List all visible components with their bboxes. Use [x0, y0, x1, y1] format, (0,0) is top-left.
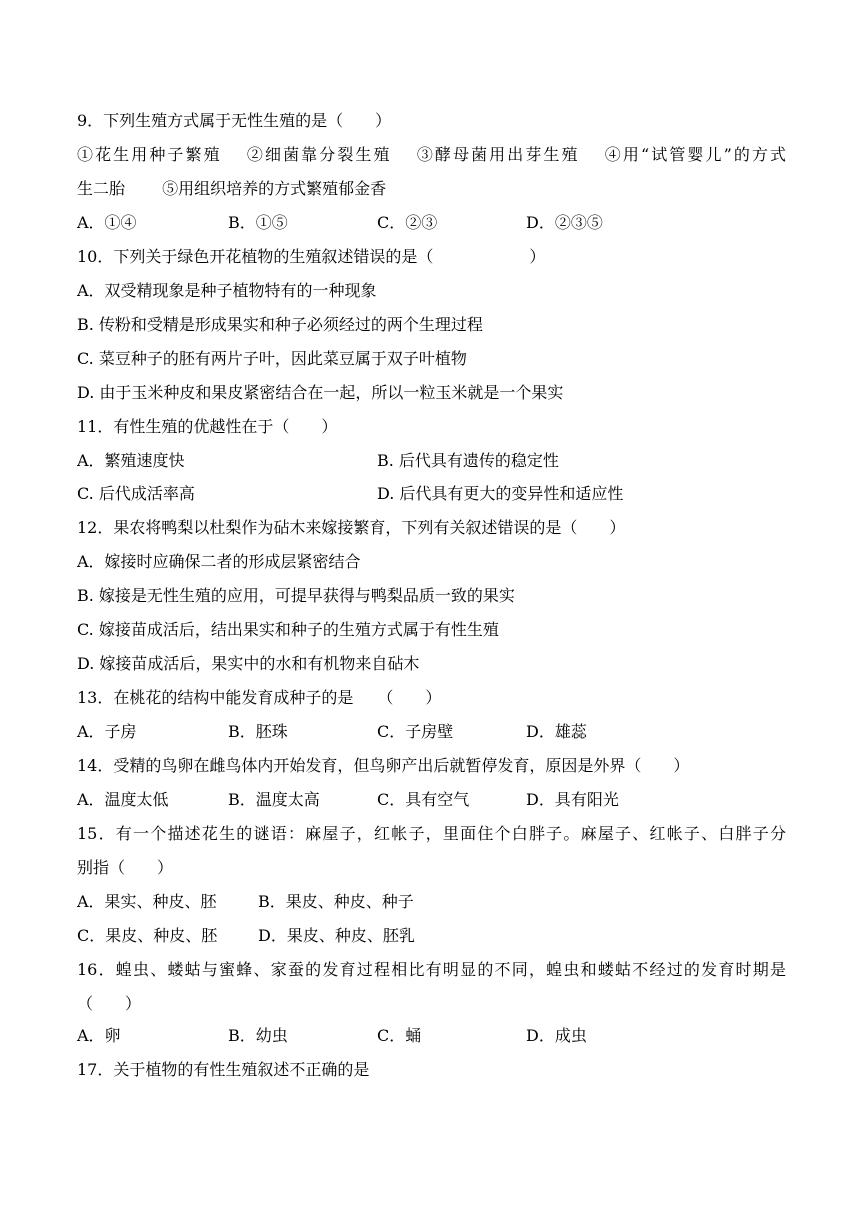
option-c: C. 菜豆种子的胚有两片子叶，因此菜豆属于双子叶植物	[77, 349, 467, 368]
option-b: B．温度太高	[228, 790, 320, 809]
option-b: B. 后代具有遗传的稳定性	[377, 451, 559, 470]
question-14-stem: 14．受精的鸟卵在雌鸟体内开始发育，但鸟卵产出后就暂停发育，原因是外界（ ）	[77, 756, 690, 775]
option-a: A．卵	[77, 1026, 121, 1045]
option-d: D. 后代具有更大的变异性和适应性	[377, 484, 624, 503]
question-10-stem: 10．下列关于绿色开花植物的生殖叙述错误的是（ ）	[77, 247, 546, 266]
question-15-stem: 15．有一个描述花生的谜语：麻屋子，红帐子，里面住个白胖子。麻屋子、红帐子、白胖子分	[77, 824, 786, 843]
option-d: D．雄蕊	[526, 722, 587, 741]
option-a: A．嫁接时应确保二者的形成层紧密结合	[77, 552, 361, 571]
option-d: D. 嫁接苗成活后，果实中的水和有机物来自砧木	[77, 654, 420, 673]
option-b: B．果皮、种皮、种子	[258, 892, 414, 911]
option-c: C．蛹	[377, 1026, 422, 1045]
question-13-stem: 13．在桃花的结构中能发育成种子的是 （ ）	[77, 688, 442, 707]
question-15-stem-cont: 别指（ ）	[77, 858, 174, 877]
option-c: C．②③	[377, 213, 438, 232]
question-9-items-line: ①花生用种子繁殖 ②细菌靠分裂生殖 ③酵母菌用出芽生殖 ④用“试管婴儿”的方式	[77, 145, 786, 164]
question-11-stem: 11．有性生殖的优越性在于（ ）	[77, 417, 338, 436]
option-a: A．繁殖速度快	[77, 451, 185, 470]
option-d: D．成虫	[526, 1026, 587, 1045]
option-c: C．果皮、种皮、胚	[77, 926, 218, 945]
option-b: B．幼虫	[228, 1026, 288, 1045]
question-16-stem: 16．蝗虫、蝼蛄与蜜蜂、家蚕的发育过程相比有明显的不同，蝗虫和蝼蛄不经过的发育时期是	[77, 960, 786, 979]
option-a: A．果实、种皮、胚	[77, 892, 217, 911]
option-a: A．温度太低	[77, 790, 169, 809]
option-d: D．果皮、种皮、胚乳	[258, 926, 415, 945]
option-a: A．双受精现象是种子植物特有的一种现象	[77, 281, 377, 300]
option-b: B. 传粉和受精是形成果实和种子必须经过的两个生理过程	[77, 315, 483, 334]
option-b: B．①⑤	[228, 213, 288, 232]
option-c: C．子房壁	[377, 722, 454, 741]
question-16-stem-cont: （ ）	[77, 994, 142, 1013]
option-d: D．②③⑤	[526, 213, 603, 232]
question-9-stem: 9．下列生殖方式属于无性生殖的是（ ）	[77, 111, 392, 130]
option-a: A．子房	[77, 722, 137, 741]
option-c: C. 嫁接苗成活后，结出果实和种子的生殖方式属于有性生殖	[77, 620, 499, 639]
option-b: B. 嫁接是无性生殖的应用，可提早获得与鸭梨品质一致的果实	[77, 586, 515, 605]
option-a: A．①④	[77, 213, 137, 232]
question-17-stem: 17．关于植物的有性生殖叙述不正确的是	[77, 1060, 370, 1079]
question-9-items-line-2: 生二胎 ⑤用组织培养的方式繁殖郁金香	[77, 179, 387, 198]
question-12-stem: 12．果农将鸭梨以杜梨作为砧木来嫁接繁育，下列有关叙述错误的是（ ）	[77, 518, 626, 537]
option-d: D. 由于玉米种皮和果皮紧密结合在一起，所以一粒玉米就是一个果实	[77, 383, 564, 402]
option-c: C. 后代成活率高	[77, 484, 195, 503]
option-d: D．具有阳光	[526, 790, 619, 809]
option-b: B．胚珠	[228, 722, 288, 741]
option-c: C．具有空气	[377, 790, 470, 809]
